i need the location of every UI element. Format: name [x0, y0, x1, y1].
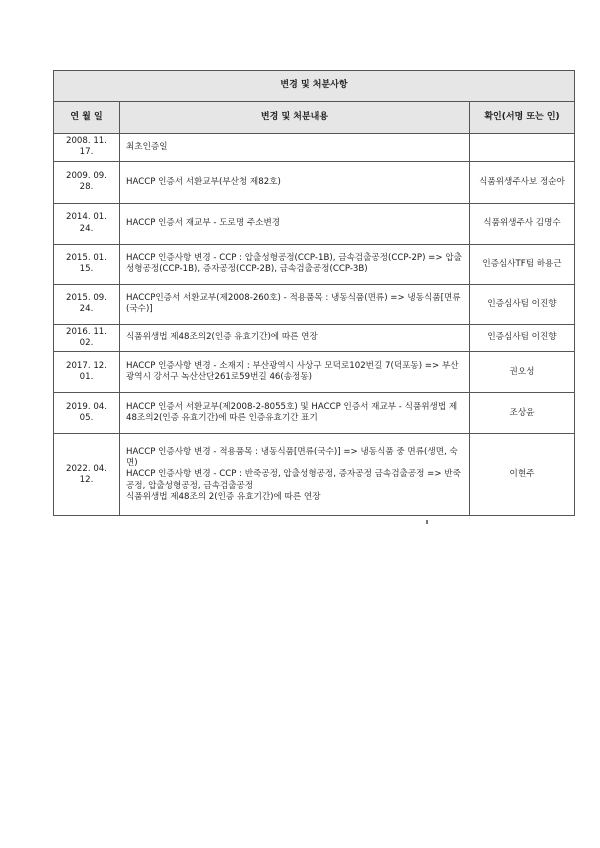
- row-date: 2015. 09. 24.: [54, 284, 120, 324]
- row-content: [120, 134, 470, 162]
- row-content: [120, 244, 470, 284]
- row-confirm: 권오성: [470, 352, 575, 393]
- stray-mark: [426, 520, 428, 524]
- row-content: [120, 352, 470, 393]
- header-row: [54, 102, 575, 134]
- row-confirm: 이현주: [470, 434, 575, 516]
- table-row: [54, 324, 575, 352]
- table-title: 변경 및 처분사항: [54, 71, 575, 102]
- row-date: 2008. 11. 17.: [54, 134, 120, 162]
- row-date: 2017. 12. 01.: [54, 352, 120, 393]
- row-content-line: HACCP 인증서 서환교부(부산청 제82호): [126, 176, 281, 187]
- row-confirm: 인증심사팀 이진향: [470, 324, 575, 352]
- row-confirm: 인증심사팀 이진향: [470, 284, 575, 324]
- row-date: 2009. 09. 28.: [54, 161, 120, 203]
- row-content: [120, 203, 470, 244]
- table-row: [54, 161, 575, 203]
- table-row: [54, 134, 575, 162]
- row-date: 2022. 04. 12.: [54, 434, 120, 516]
- row-content: [120, 284, 470, 324]
- row-content-line: HACCP 인증서 재교부 - 도로명 주소변경: [126, 218, 281, 229]
- row-date: 2015. 01. 15.: [54, 244, 120, 284]
- row-content: [120, 434, 470, 516]
- header-content: 변경 및 처분내용: [120, 102, 470, 134]
- header-date: 연 월 일: [54, 102, 120, 134]
- row-content-line: HACCP인증서 서환교부(제2008-260호) - 적용품목 : 냉동식품(면류) => 냉동식품[면류(국수)]: [126, 292, 461, 315]
- row-confirm: 조상윤: [470, 393, 575, 434]
- row-content: [120, 161, 470, 203]
- row-content: [120, 393, 470, 434]
- row-content-line: HACCP 인증사항 변경 - 소재지 : 부산광역시 사상구 모덕로102번길 7(덕포동) => 부산광역시 강서구 녹산산단261로59번길 46(송정동): [126, 361, 459, 383]
- row-confirm: 식품위생주사보 정순아: [470, 161, 575, 203]
- row-confirm: 식품위생주사 김명수: [470, 203, 575, 244]
- row-content-line: HACCP 인증사항 변경 - 적용품목 : 냉동식품[면류(국수)] => 냉동식품 중 면류(생면, 숙면): [126, 446, 458, 468]
- row-content-line: HACCP 인증서 서환교부(제2008-2-8055호) 및 HACCP 인증서 재교부 - 식품위생법 제48조의2(인증 유효기간)에 따른 인증유효기간 표기: [126, 402, 458, 424]
- table-row: [54, 284, 575, 324]
- row-content-line: 식품위생법 제48조의2(인증 유효기간)에 따른 연장: [126, 332, 318, 343]
- change-history-table: [53, 70, 575, 516]
- header-confirm: 확인(서명 또는 인): [470, 102, 575, 134]
- row-content: [120, 324, 470, 352]
- table-row: [54, 203, 575, 244]
- row-date: 2014. 01. 24.: [54, 203, 120, 244]
- table-row: [54, 244, 575, 284]
- row-date: 2016. 11. 02.: [54, 324, 120, 352]
- row-confirm: [470, 134, 575, 162]
- row-content-line: HACCP 인증사항 변경 - CCP : 압출성형공정(CCP-1B), 금속검출공정(CCP-2P) => 압출성형공정(CCP-1B), 증자공정(CCP-2B), 금속검출공정(CCP-3B): [126, 252, 462, 275]
- row-date: 2019. 04. 05.: [54, 393, 120, 434]
- table-row: [54, 434, 575, 516]
- row-content-line: HACCP 인증사항 변경 - CCP : 반죽공정, 압출성형공정, 증자공정 금속검출공정 => 반죽공정, 압출성형공정, 금속검출공정: [126, 469, 461, 491]
- row-content-line: 최초인증일: [126, 141, 168, 152]
- row-content-line: 식품위생법 제48조의 2(인증 유효기간)에 따른 연장: [126, 491, 321, 502]
- row-confirm: 인증심사TF팀 하용근: [470, 244, 575, 284]
- title-row: [54, 71, 575, 102]
- table-row: [54, 352, 575, 393]
- table-row: [54, 393, 575, 434]
